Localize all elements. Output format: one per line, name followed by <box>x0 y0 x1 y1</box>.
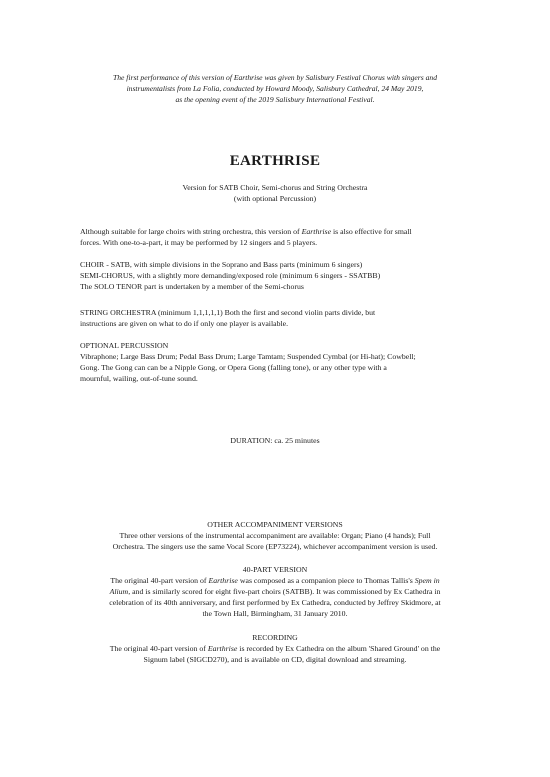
percussion-line: Vibraphone; Large Bass Drum; Pedal Bass Drum; Large Tamtam; Suspended Cymbal (or Hi-hat); Cowbell; <box>80 352 416 361</box>
premiere-line: as the opening event of the 2019 Salisbury International Festival. <box>175 95 375 104</box>
duration: DURATION: ca. 25 minutes <box>230 436 320 445</box>
forty-part-line: The original 40-part version of Earthrise was composed as a companion piece to Thomas Tallis's Spem in <box>110 576 440 585</box>
percussion-line: Gong. The Gong can can be a Nipple Gong, or Opera Gong (falling tone), or any other type with a <box>80 363 387 372</box>
recording-section <box>75 632 475 665</box>
strings-paragraph <box>80 307 480 329</box>
work-title: EARTHRISE <box>229 153 321 169</box>
subtitle-line: (with optional Percussion) <box>233 194 317 203</box>
other-versions-section <box>75 519 475 552</box>
percussion-paragraph <box>80 340 480 384</box>
forty-part-section <box>75 564 475 619</box>
tallis-title-italic: Alium <box>109 587 129 596</box>
recording-heading: RECORDING <box>252 633 298 642</box>
intro-paragraph <box>80 226 480 248</box>
premiere-line: instrumentalists from La Folia, conducted by Howard Moody, Salisbury Cathedral, 24 May 2019, <box>126 84 424 93</box>
recording-line: Signum label (SIGCD270), and is available on CD, digital download and streaming. <box>143 655 407 664</box>
other-versions-line: Orchestra. The singers use the same Vocal Score (EP73224), whichever accompaniment version is used. <box>112 542 438 551</box>
strings-line: instructions are given on what to do if only one player is available. <box>80 319 289 328</box>
work-title-italic: Earthrise <box>207 644 238 653</box>
forty-part-line: celebration of its 40th anniversary, and first performed by Ex Cathedra, conducted by Jeffrey Skidmore, at <box>109 598 441 607</box>
intro-line: forces. With one-to-a-part, it may be performed by 12 singers and 5 players. <box>80 238 318 247</box>
choir-line: CHOIR - SATB, with simple divisions in the Soprano and Bass parts (minimum 6 singers) <box>80 260 363 269</box>
semi-chorus-line: SEMI-CHORUS, with a slightly more demanding/exposed role (minimum 6 singers - SSATBB) <box>80 271 381 280</box>
strings-line: STRING ORCHESTRA (minimum 1,1,1,1,1) Both the first and second violin parts divide, but <box>80 308 376 317</box>
forty-part-heading: 40-PART VERSION <box>242 565 308 574</box>
tallis-title-italic: Spem in <box>414 576 440 585</box>
solo-tenor-line: The SOLO TENOR part is undertaken by a member of the Semi-chorus <box>80 282 304 291</box>
other-versions-line: Three other versions of the instrumental accompaniment are available: Organ; Piano (4 hands); Full <box>119 531 431 540</box>
percussion-line: mournful, wailing, out-of-tune sound. <box>80 374 198 383</box>
work-title-italic: Earthrise <box>208 576 238 585</box>
premiere-note <box>70 72 480 105</box>
percussion-heading: OPTIONAL PERCUSSION <box>80 341 169 350</box>
work-title-italic: Earthrise <box>301 227 332 236</box>
voices-paragraph <box>80 259 480 292</box>
work-subtitle <box>100 182 450 204</box>
recording-line: The original 40-part version of Earthrise is recorded by Ex Cathedra on the album 'Shared Ground' on the <box>109 644 441 653</box>
subtitle-line: Version for SATB Choir, Semi-chorus and String Orchestra <box>182 183 368 192</box>
premiere-line: The first performance of this version of Earthrise was given by Salisbury Festival Chorus with singers and <box>113 73 437 82</box>
forty-part-line: the Town Hall, Birmingham, 31 January 2010. <box>202 609 348 618</box>
other-versions-heading: OTHER ACCOMPANIMENT VERSIONS <box>207 520 343 529</box>
intro-line: Although suitable for large choirs with string orchestra, this version of Earthrise is also effective for small <box>80 227 412 236</box>
forty-part-line: Alium, and is similarly scored for eight five-part choirs (SATBB). It was commissioned by Ex Cathedra in <box>109 587 441 596</box>
